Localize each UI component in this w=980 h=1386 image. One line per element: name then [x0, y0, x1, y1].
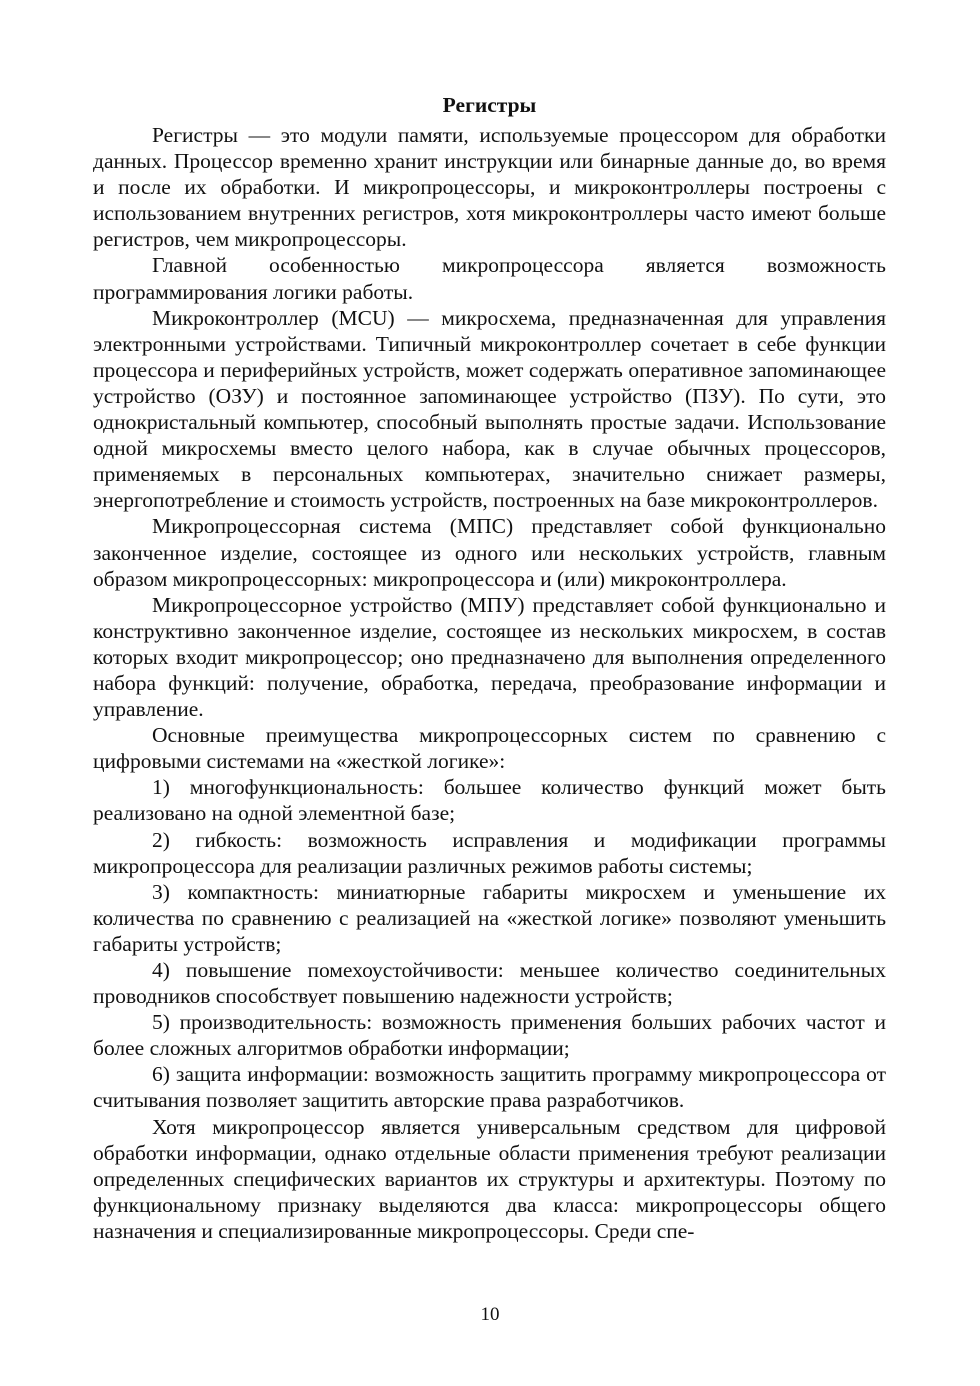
- paragraph-advantages-intro: Основные преимущества микропроцессорных систем по сравнению с цифровыми системами на «жесткой логике»:: [93, 723, 886, 774]
- list-item-compactness: 3) компактность: миниатюрные габариты микросхем и уменьшение их количества по сравнению с реализацией на «жесткой логике» позволяют уменьшить габариты устройств;: [93, 879, 886, 956]
- list-item-performance: 5) производительность: возможность применения больших рабочих частот и более сложных алгоритмов обработки информации;: [93, 1010, 886, 1061]
- paragraph-registers-definition: Регистры — это модули памяти, используемые процессором для обработки данных. Процессор временно хранит инструкции или бинарные данные до, во время и после их обработки. И микропроцессоры, и микроконтроллеры построены с использованием внутренних регистров, хотя микроконтроллеры часто имеют больше регистров, чем микропроцессоры.: [93, 123, 886, 252]
- list-item-flexibility: 2) гибкость: возможность исправления и модификации программы микропроцессора для реализации различных режимов работы системы;: [93, 827, 886, 878]
- paragraph-mpu: Микропроцессорное устройство (МПУ) представляет собой функционально и конструктивно законченное изделие, состоящее из нескольких микросхем, в состав которых входит микропроцессор; оно предназначено для выполнения определенного набора функций: получение, обработка, передача, преобразование информации и управление.: [93, 592, 886, 722]
- paragraph-processor-classes: Хотя микропроцессор является универсальным средством для цифровой обработки информации, однако отдельные области применения требуют реализации определенных специфических вариантов их структуры и архитектуры. Поэтому по функциональному признаку выделяются два класса: микропроцессоры общего назначения и специализированные микропроцессоры. Среди спе-: [93, 1114, 886, 1243]
- list-item-noise-immunity: 4) повышение помехоустойчивости: меньшее количество соединительных проводников способствует повышению надежности устройств;: [93, 958, 886, 1009]
- list-item-multifunctionality: 1) многофункциональность: большее количество функций может быть реализовано на одной элементной базе;: [93, 775, 886, 826]
- paragraph-main-feature: Главной особенностью микропроцессора является возможность программирования логики работы.: [93, 253, 886, 304]
- page-number: 10: [480, 1304, 500, 1325]
- paragraph-mps: Микропроцессорная система (МПС) представляет собой функционально законченное изделие, состоящее из одного или нескольких устройств, главным образом микропроцессорных: микропроцессора и (или) микроконтроллера.: [93, 514, 886, 591]
- document-page: [93, 90, 886, 1244]
- section-title: Регистры: [442, 93, 537, 117]
- paragraph-microcontroller: Микроконтроллер (MCU) — микросхема, предназначенная для управления электронными устройствами. Типичный микроконтроллер сочетает в себе функции процессора и периферийных устройств, может содержать оперативное запоминающее устройство (ОЗУ) и постоянное запоминающее устройство (ПЗУ). По сути, это однокристальный компьютер, способный выполнять простые задачи. Использование одной микросхемы вместо целого набора, как в случае обычных процессоров, применяемых в персональных компьютерах, значительно снижает размеры, энергопотребление и стоимость устройств, построенных на базе микроконтроллеров.: [93, 305, 886, 513]
- list-item-information-protection: 6) защита информации: возможность защитить программу микропроцессора от считывания позволяет защитить авторские права разработчиков.: [93, 1062, 886, 1113]
